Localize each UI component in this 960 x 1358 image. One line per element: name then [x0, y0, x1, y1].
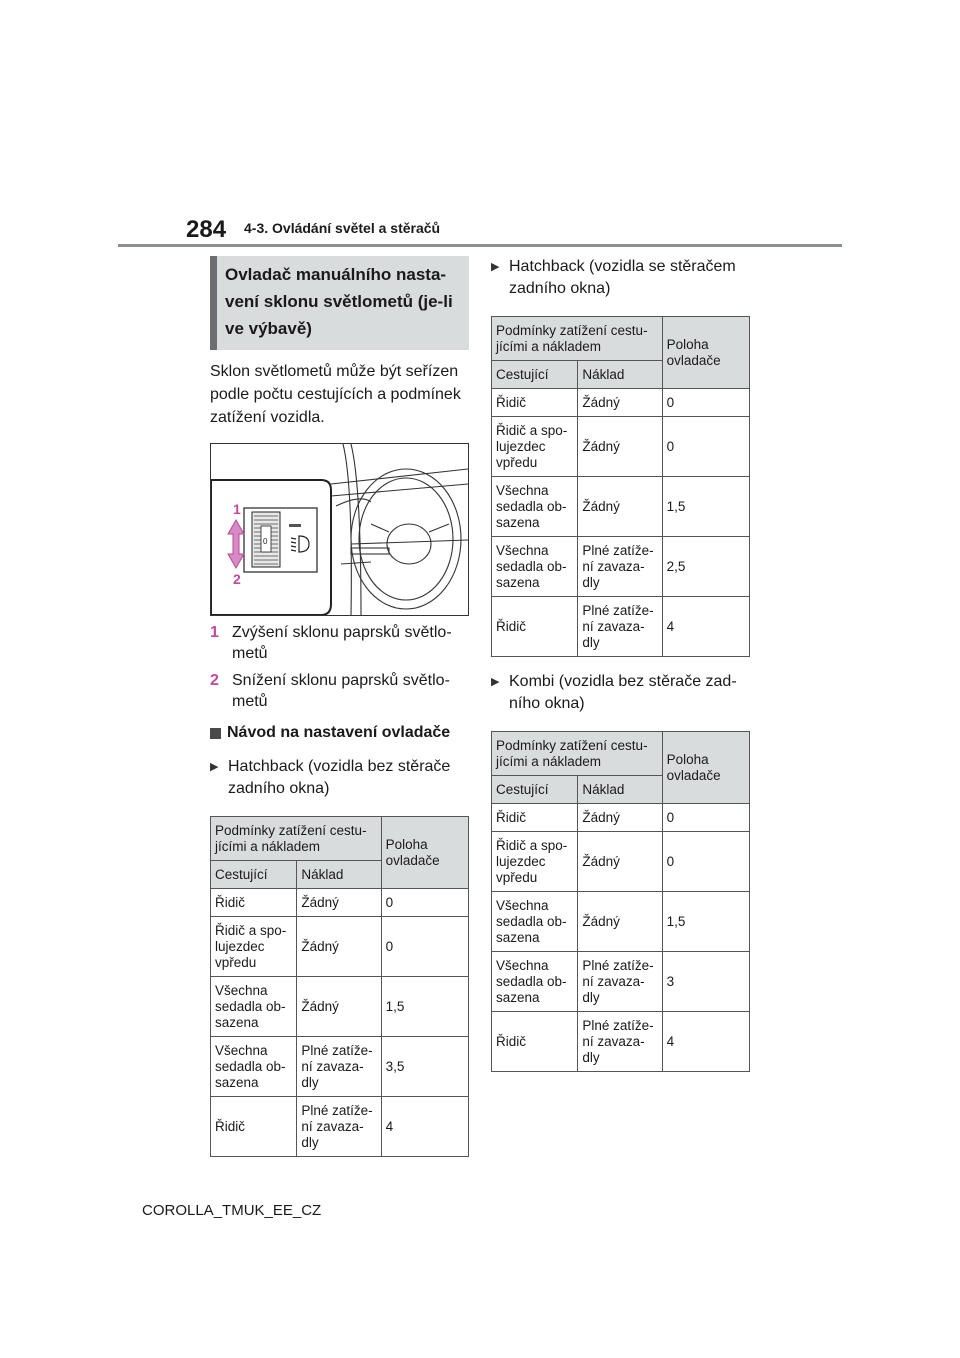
triangle-bullet-icon: ▶: [491, 261, 500, 273]
header-conditions: Podmínky zatížení cestu- jícími a nákladem: [492, 732, 663, 776]
table-row: Řidič Žádný 0: [492, 389, 750, 417]
adjustment-table-hatchback-no-wiper: [210, 816, 469, 1157]
label-2: 2: [233, 571, 241, 587]
header-conditions: Podmínky zatížení cestu- jícími a nákladem: [211, 817, 382, 861]
header-cargo: Náklad: [578, 776, 662, 804]
intro-line: zatížení vozidla.: [210, 409, 325, 426]
header-cargo: Náklad: [578, 361, 662, 389]
adjustment-table-combi-no-wiper: [491, 731, 750, 1072]
label-1: 1: [233, 501, 241, 517]
callout-text: [232, 670, 450, 712]
caption-line: zadního okna): [228, 780, 330, 797]
table-row: Řidič a spo- lujezdec vpředu Žádný 0: [492, 417, 750, 477]
callout-line: metů: [232, 693, 268, 710]
table-row: Řidič Žádný 0: [492, 804, 750, 832]
right-column: [491, 256, 750, 1072]
guide-heading-text: Návod na nastavení ovladače: [227, 724, 451, 741]
caption-line: zadního okna): [509, 280, 611, 297]
table-row: Všechna sedadla ob- sazena Žádný 1,5: [211, 977, 469, 1037]
callout-2: [210, 670, 469, 712]
callout-number: 2: [210, 672, 219, 689]
header-position: Poloha ovladače: [662, 317, 749, 389]
header-position: Poloha ovladače: [381, 817, 468, 889]
callout-line: metů: [232, 645, 268, 662]
table-row: Řidič Plné zatíže- ní zavaza- dly 4: [211, 1097, 469, 1157]
callout-line: Zvýšení sklonu paprsků světlo-: [232, 624, 452, 641]
table-row: Všechna sedadla ob- sazena Žádný 1,5: [492, 892, 750, 952]
callout-number: 1: [210, 624, 219, 641]
table-row: Řidič Plné zatíže- ní zavaza- dly 4: [492, 597, 750, 657]
table-row: Řidič Žádný 0: [211, 889, 469, 917]
intro-line: podle počtu cestujících a podmínek: [210, 386, 461, 403]
header-conditions: Podmínky zatížení cestu- jícími a nákladem: [492, 317, 663, 361]
header-passengers: Cestující: [492, 361, 578, 389]
chapter-title: 4-3. Ovládání světel a stěračů: [244, 220, 441, 236]
triangle-bullet-icon: ▶: [210, 761, 219, 773]
page-number: 284: [186, 216, 227, 243]
table-row: Všechna sedadla ob- sazena Žádný 1,5: [492, 477, 750, 537]
table-row: Všechna sedadla ob- sazena Plné zatíže- ní zavaza- dly 3,5: [211, 1037, 469, 1097]
table-row: Řidič a spo- lujezdec vpředu Žádný 0: [492, 832, 750, 892]
table-row: Řidič Plné zatíže- ní zavaza- dly 4: [492, 1012, 750, 1072]
callout-text: [232, 622, 452, 664]
adjustment-table-hatchback-with-wiper: [491, 316, 750, 657]
table-row: Všechna sedadla ob- sazena Plné zatíže- ní zavaza- dly 2,5: [492, 537, 750, 597]
table-row: Všechna sedadla ob- sazena Plné zatíže- ní zavaza- dly 3: [492, 952, 750, 1012]
header-passengers: Cestující: [211, 861, 297, 889]
header-rule: [118, 244, 842, 247]
square-bullet-icon: [210, 728, 221, 739]
dashboard-drawing: [211, 444, 468, 615]
section-title-line: ve výbavě): [225, 319, 312, 338]
caption-line: Hatchback (vozidla bez stěrače: [228, 758, 451, 775]
section-title-line: vení sklonu světlometů (je-li: [225, 292, 453, 311]
guide-heading: [210, 724, 469, 742]
callout-1: [210, 622, 469, 664]
table-caption: [491, 671, 750, 715]
callout-line: Snížení sklonu paprsků světlo-: [232, 672, 450, 689]
intro-paragraph: [210, 360, 469, 429]
headlight-dial-illustration: [210, 443, 469, 616]
caption-line: ního okna): [509, 695, 585, 712]
table-row: Řidič a spo- lujezdec vpředu Žádný 0: [211, 917, 469, 977]
triangle-bullet-icon: ▶: [491, 676, 500, 688]
section-title-line: Ovladač manuálního nasta-: [225, 265, 447, 284]
dial-mark: 0: [263, 537, 268, 546]
header-position: Poloha ovladače: [662, 732, 749, 804]
left-column: [210, 256, 469, 1157]
footer-doc-code: COROLLA_TMUK_EE_CZ: [142, 1202, 322, 1219]
intro-line: Sklon světlometů může být seřízen: [210, 363, 459, 380]
table-caption: [210, 756, 469, 800]
caption-line: Hatchback (vozidla se stěračem: [509, 258, 736, 275]
caption-line: Kombi (vozidla bez stěrače zad-: [509, 673, 737, 690]
header-passengers: Cestující: [492, 776, 578, 804]
table-caption: [491, 256, 750, 300]
header-cargo: Náklad: [297, 861, 381, 889]
section-title: [210, 256, 469, 350]
